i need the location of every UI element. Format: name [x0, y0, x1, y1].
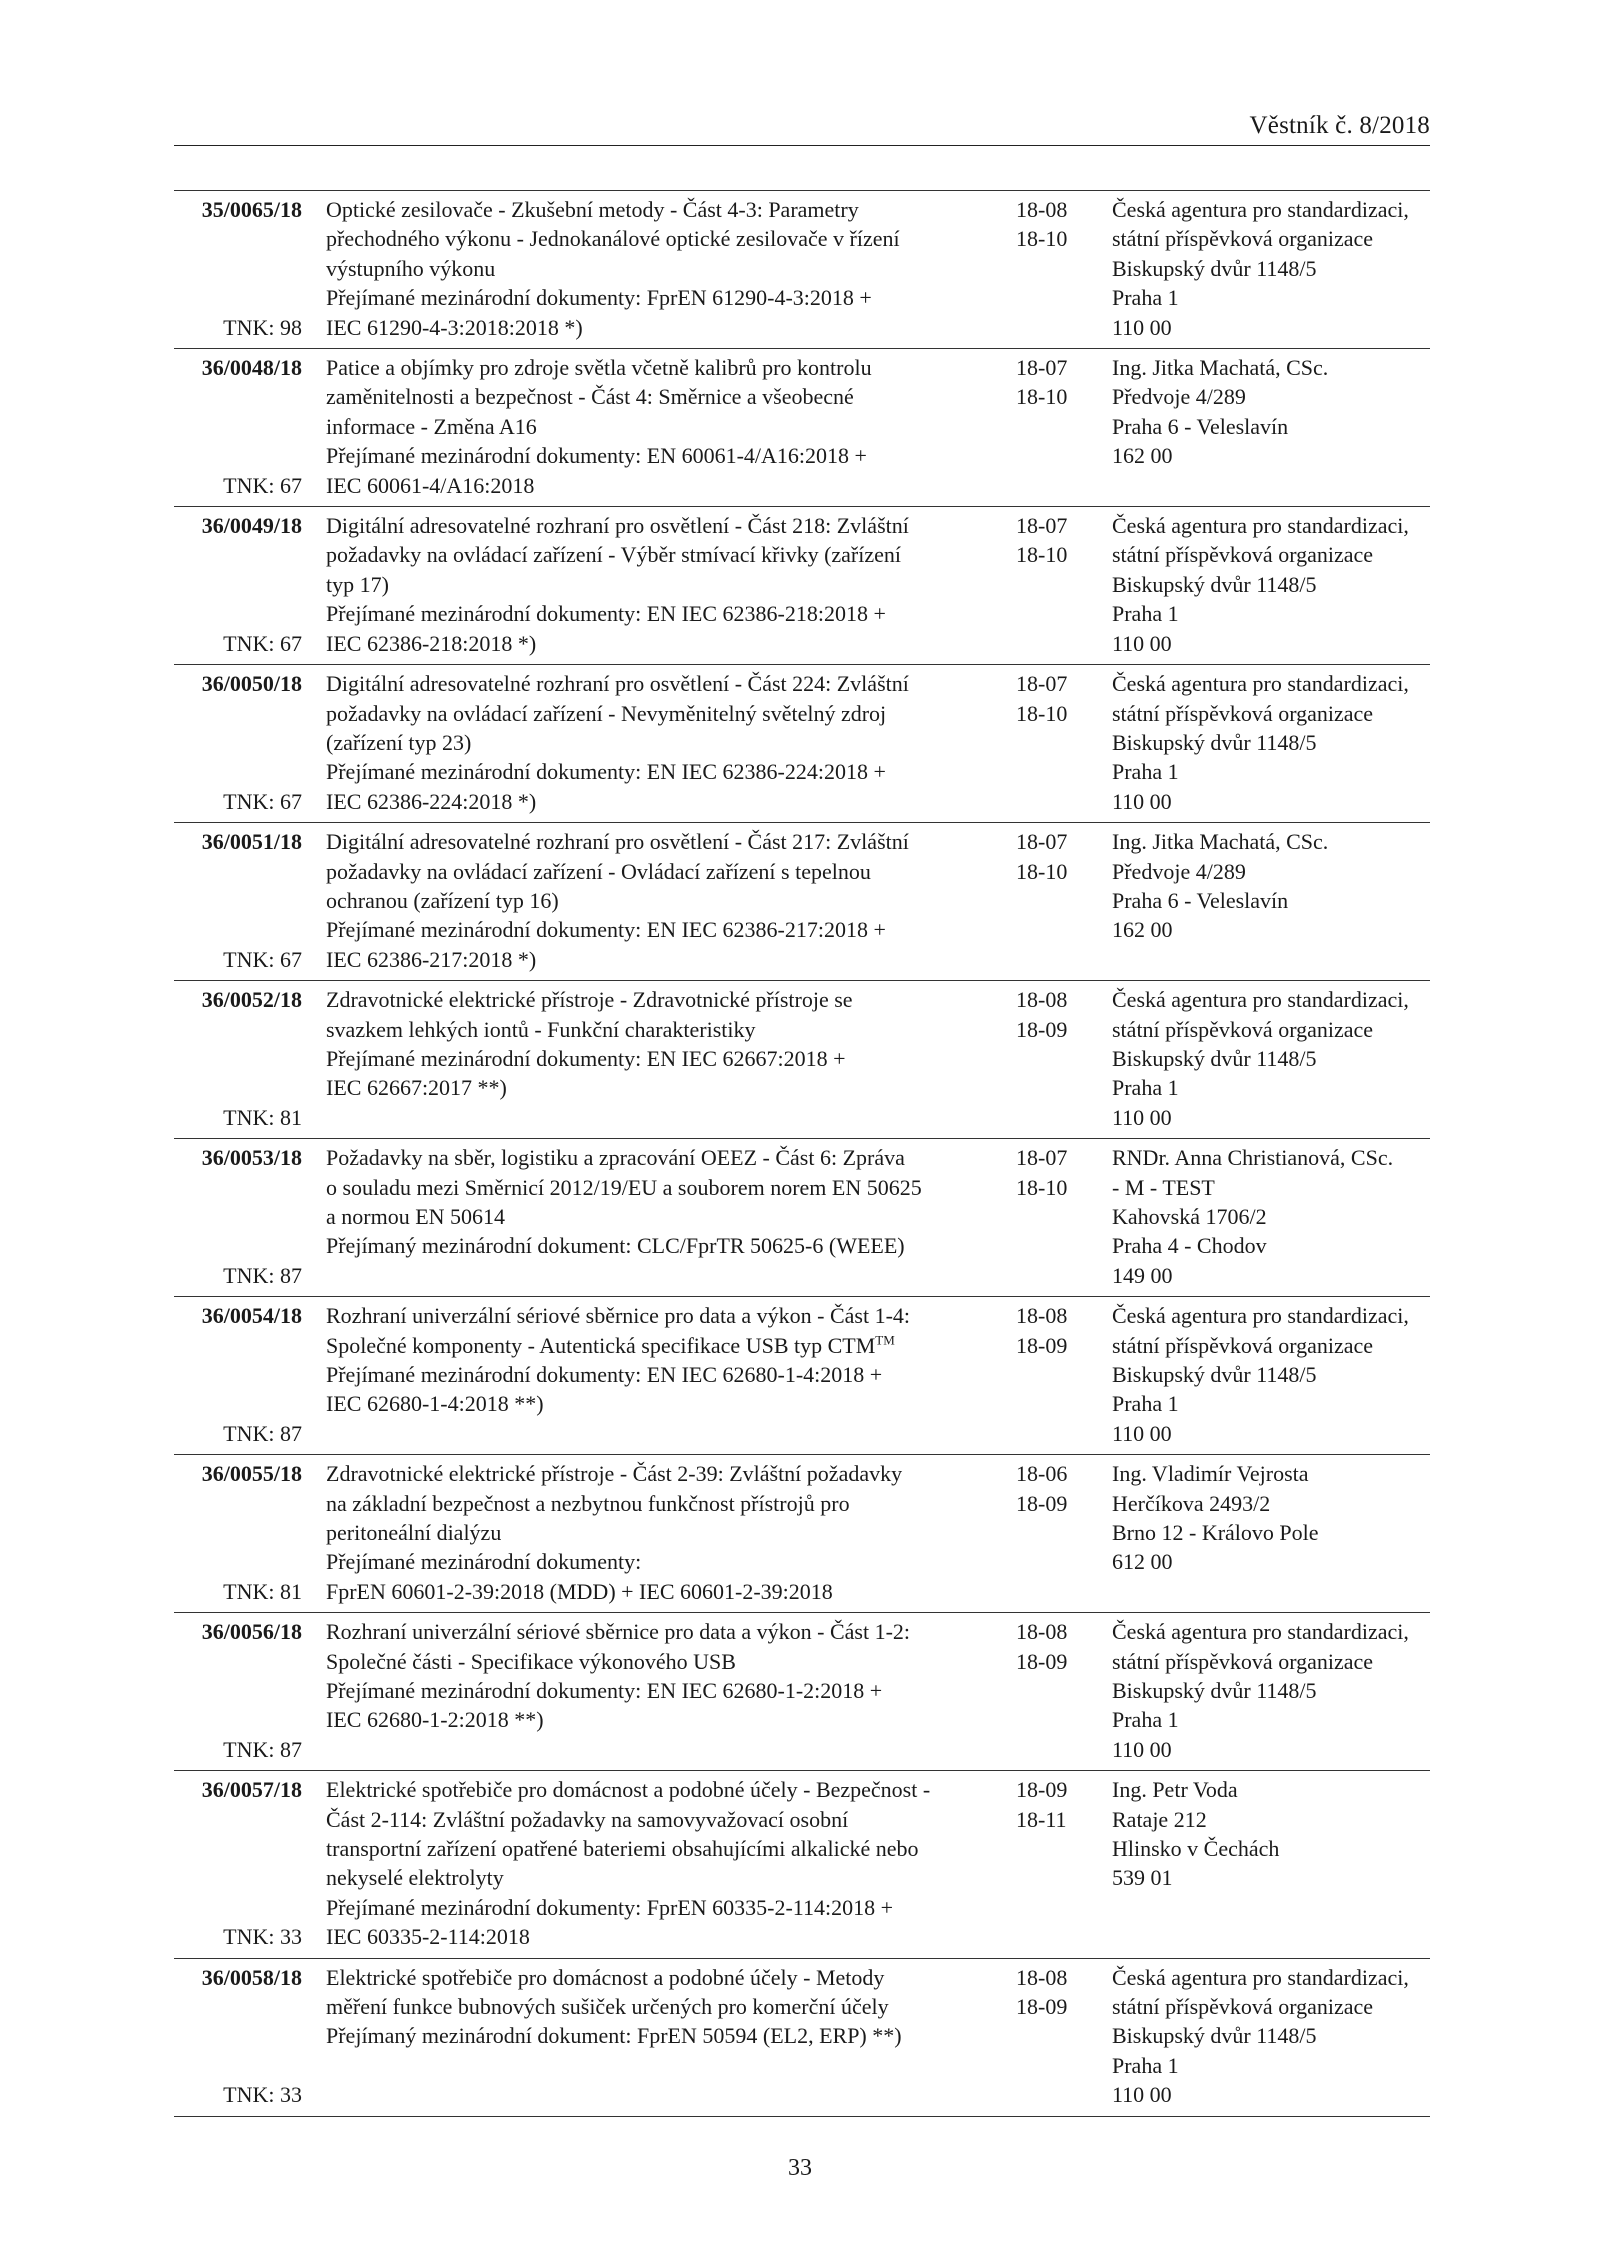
contact-line: - M - TEST — [1112, 1174, 1215, 1200]
date-value: 18-08 — [1016, 1619, 1068, 1645]
description-line — [326, 1992, 992, 2021]
entry-contact — [1112, 1775, 1442, 1893]
contact-line: Biskupský dvůr 1148/5 — [1112, 2023, 1317, 2049]
description-text: Přejímané mezinárodní dokumenty: EN IEC 62680-1-2:2018 + — [326, 1678, 883, 1703]
description-line — [326, 1301, 992, 1330]
contact-line: Česká agentura pro standardizaci, — [1112, 1964, 1409, 1990]
description-text: FprEN 60601-2-39:2018 (MDD) + IEC 60601-2-39:2018 — [326, 1578, 833, 1604]
date-value: 18-07 — [1016, 671, 1068, 697]
entry-identifiers — [174, 511, 302, 658]
description-text: Přejímané mezinárodní dokumenty: EN IEC 62680-1-4:2018 + — [326, 1361, 883, 1387]
tnk-code: TNK: 87 — [223, 1262, 302, 1288]
contact-line: státní příspěvková organizace — [1112, 1648, 1374, 1674]
contact-line: státní příspěvková organizace — [1112, 700, 1374, 726]
description-text: Přejímané mezinárodní dokumenty: EN IEC 62386-224:2018 + — [326, 759, 886, 785]
contact-line: Česká agentura pro standardizaci, — [1112, 1303, 1409, 1329]
entry-identifiers — [174, 1143, 302, 1290]
description-line — [326, 1044, 992, 1073]
date-value: 18-08 — [1016, 1303, 1068, 1329]
entry-dates — [1016, 1301, 1086, 1360]
tnk-code: TNK: 67 — [223, 788, 302, 814]
contact-line: Brno 12 - Královo Pole — [1112, 1519, 1319, 1545]
description-line — [326, 195, 992, 224]
description-text: Přejímaný mezinárodní dokument: CLC/FprTR 50625-6 (WEEE) — [326, 1233, 905, 1259]
description-text: měření funkce bubnových sušiček určených pro komerční účely — [326, 1994, 889, 2020]
entry-description — [326, 1301, 992, 1419]
description-text: přechodného výkonu - Jednokanálové optické zesilovače v řízení — [326, 226, 900, 252]
tnk-code: TNK: 81 — [223, 1578, 302, 1604]
table-row — [174, 823, 1430, 981]
entry-identifiers — [174, 353, 302, 500]
description-line — [326, 1073, 992, 1102]
entry-dates — [1016, 1963, 1086, 2022]
entry-contact — [1112, 985, 1442, 1132]
tnk-code: TNK: 81 — [223, 1104, 302, 1130]
entry-identifiers — [174, 1963, 302, 2110]
contact-line: 162 00 — [1112, 443, 1173, 469]
contact-line: 110 00 — [1112, 1420, 1172, 1446]
description-line — [326, 1143, 992, 1172]
entry-contact — [1112, 669, 1442, 816]
contact-line: Rataje 212 — [1112, 1806, 1207, 1832]
description-line — [326, 254, 992, 283]
standards-table — [174, 190, 1430, 2117]
date-value: 18-10 — [1016, 226, 1068, 252]
description-line — [326, 570, 992, 599]
description-text: Rozhraní univerzální sériové sběrnice pro data a výkon - Část 1-4: — [326, 1303, 911, 1329]
entry-number: 36/0057/18 — [201, 1777, 302, 1803]
description-line — [326, 1489, 992, 1518]
description-line — [326, 629, 992, 658]
description-line — [326, 1834, 992, 1863]
description-text: Rozhraní univerzální sériové sběrnice pro data a výkon - Část 1-2: — [326, 1619, 911, 1645]
contact-line: Česká agentura pro standardizaci, — [1112, 671, 1409, 697]
contact-line: Biskupský dvůr 1148/5 — [1112, 1045, 1317, 1071]
description-line — [326, 886, 992, 915]
description-line — [326, 1173, 992, 1202]
description-line — [326, 1331, 992, 1360]
description-line — [326, 827, 992, 856]
entry-number: 36/0055/18 — [201, 1461, 302, 1487]
description-line — [326, 1922, 992, 1951]
entry-description — [326, 985, 992, 1103]
date-value: 18-08 — [1016, 1964, 1068, 1990]
contact-line: Praha 1 — [1112, 1075, 1179, 1101]
description-text: Přejímané mezinárodní dokumenty: EN 60061-4/A16:2018 + — [326, 443, 867, 469]
description-line — [326, 1676, 992, 1705]
contact-line: Česká agentura pro standardizaci, — [1112, 987, 1409, 1013]
entry-contact — [1112, 195, 1442, 342]
contact-line: 162 00 — [1112, 917, 1173, 943]
contact-line: RNDr. Anna Christianová, CSc. — [1112, 1145, 1394, 1171]
date-value: 18-06 — [1016, 1461, 1068, 1487]
date-value: 18-09 — [1016, 1777, 1068, 1803]
entry-identifiers — [174, 827, 302, 974]
description-text: Elektrické spotřebiče pro domácnost a podobné účely - Metody — [326, 1964, 885, 1990]
contact-line: Praha 6 - Veleslavín — [1112, 887, 1289, 913]
contact-line: Biskupský dvůr 1148/5 — [1112, 1361, 1317, 1387]
description-text: požadavky na ovládací zařízení - Výběr stmívací křivky (zařízení — [326, 542, 902, 568]
contact-line: 110 00 — [1112, 788, 1172, 814]
description-text: ochranou (zařízení typ 16) — [326, 887, 559, 913]
contact-line: Praha 1 — [1112, 285, 1179, 311]
contact-line: 110 00 — [1112, 2082, 1172, 2108]
date-value: 18-09 — [1016, 1490, 1068, 1516]
contact-line: 149 00 — [1112, 1262, 1173, 1288]
description-text: Společné části - Specifikace výkonového USB — [326, 1648, 736, 1674]
description-text: zaměnitelnosti a bezpečnost - Část 4: Směrnice a všeobecné — [326, 384, 854, 410]
header-rule — [174, 145, 1430, 146]
entry-number: 36/0054/18 — [201, 1303, 302, 1329]
tnk-code: TNK: 67 — [223, 630, 302, 656]
description-line — [326, 1647, 992, 1676]
description-line — [326, 540, 992, 569]
description-text: o souladu mezi Směrnicí 2012/19/EU a souborem norem EN 50625 — [326, 1174, 922, 1200]
contact-line: Biskupský dvůr 1148/5 — [1112, 1678, 1317, 1703]
entry-contact — [1112, 1459, 1442, 1577]
entry-identifiers — [174, 1775, 302, 1951]
date-value: 18-07 — [1016, 513, 1068, 539]
description-text: Přejímané mezinárodní dokumenty: EN IEC 62667:2018 + — [326, 1045, 846, 1071]
date-value: 18-10 — [1016, 542, 1068, 568]
table-row — [174, 1297, 1430, 1455]
description-text: svazkem lehkých iontů - Funkční charakteristiky — [326, 1016, 756, 1042]
date-value: 18-07 — [1016, 829, 1068, 855]
entry-description — [326, 669, 992, 816]
table-row — [174, 349, 1430, 507]
description-line — [326, 1389, 992, 1418]
entry-dates — [1016, 1143, 1086, 1202]
entry-dates — [1016, 827, 1086, 886]
description-text: Přejímané mezinárodní dokumenty: EN IEC 62386-217:2018 + — [326, 917, 886, 943]
tnk-code: TNK: 33 — [223, 2082, 302, 2108]
entry-contact — [1112, 1301, 1442, 1448]
description-line — [326, 1963, 992, 1992]
contact-line: Biskupský dvůr 1148/5 — [1112, 255, 1317, 281]
contact-line: Česká agentura pro standardizaci, — [1112, 513, 1409, 539]
tnk-code: TNK: 87 — [223, 1736, 302, 1762]
contact-line: Praha 4 - Chodov — [1112, 1233, 1267, 1259]
contact-line: Ing. Jitka Machatá, CSc. — [1112, 355, 1329, 381]
entry-description — [326, 1459, 992, 1606]
description-text: IEC 60335-2-114:2018 — [326, 1924, 530, 1950]
date-value: 18-10 — [1016, 700, 1068, 726]
description-text: a normou EN 50614 — [326, 1203, 506, 1229]
contact-line: Kahovská 1706/2 — [1112, 1203, 1267, 1229]
entry-number: 36/0048/18 — [201, 355, 302, 381]
description-text: Přejímané mezinárodní dokumenty: — [326, 1549, 642, 1575]
description-line — [326, 1360, 992, 1389]
description-text: Přejímané mezinárodní dokumenty: EN IEC 62386-218:2018 + — [326, 601, 886, 627]
entry-description — [326, 1617, 992, 1735]
description-text: peritoneální dialýzu — [326, 1519, 502, 1545]
entry-identifiers — [174, 1459, 302, 1606]
entry-contact — [1112, 827, 1442, 945]
entry-number: 35/0065/18 — [201, 197, 302, 222]
contact-line: 110 00 — [1112, 1736, 1172, 1762]
tnk-code: TNK: 87 — [223, 1420, 302, 1446]
description-text: IEC 61290-4-3:2018:2018 *) — [326, 314, 583, 340]
description-text: Digitální adresovatelné rozhraní pro osvětlení - Část 217: Zvláštní — [326, 829, 909, 855]
description-line — [326, 757, 992, 786]
entry-contact — [1112, 1963, 1442, 2110]
contact-line: státní příspěvková organizace — [1112, 1994, 1374, 2020]
description-text: Zdravotnické elektrické přístroje - Část 2-39: Zvláštní požadavky — [326, 1461, 903, 1487]
description-text: Digitální adresovatelné rozhraní pro osvětlení - Část 224: Zvláštní — [326, 671, 909, 697]
contact-line: Hlinsko v Čechách — [1112, 1836, 1280, 1861]
description-line — [326, 1705, 992, 1734]
description-line — [326, 353, 992, 382]
description-text: (zařízení typ 23) — [326, 729, 472, 755]
description-text: IEC 62386-217:2018 *) — [326, 946, 537, 972]
description-text: Optické zesilovače - Zkušební metody - Část 4-3: Parametry — [326, 197, 859, 222]
description-line — [326, 1577, 992, 1606]
description-line — [326, 1518, 992, 1547]
description-line — [326, 915, 992, 944]
entry-contact — [1112, 353, 1442, 471]
contact-line: Praha 1 — [1112, 1707, 1179, 1733]
contact-line: Předvoje 4/289 — [1112, 858, 1246, 884]
contact-line: 110 00 — [1112, 630, 1172, 656]
description-text: Přejímaný mezinárodní dokument: FprEN 50594 (EL2, ERP) **) — [326, 2023, 902, 2049]
entry-dates — [1016, 511, 1086, 570]
entry-identifiers — [174, 985, 302, 1132]
table-row — [174, 507, 1430, 665]
entry-description — [326, 511, 992, 658]
description-line — [326, 382, 992, 411]
description-line — [326, 1459, 992, 1488]
description-line — [326, 313, 992, 342]
description-line — [326, 511, 992, 540]
description-text: IEC 62386-224:2018 *) — [326, 788, 537, 814]
entry-number: 36/0051/18 — [201, 829, 302, 855]
description-line — [326, 1617, 992, 1646]
description-text: IEC 62667:2017 **) — [326, 1075, 507, 1101]
description-text: Zdravotnické elektrické přístroje - Zdravotnické přístroje se — [326, 987, 853, 1013]
entry-number: 36/0056/18 — [201, 1619, 302, 1645]
contact-line: Předvoje 4/289 — [1112, 384, 1246, 410]
description-line — [326, 224, 992, 253]
table-row — [174, 191, 1430, 349]
trademark-symbol: TM — [875, 1332, 895, 1348]
date-value: 18-10 — [1016, 1174, 1068, 1200]
description-line — [326, 283, 992, 312]
description-line — [326, 1202, 992, 1231]
description-line — [326, 412, 992, 441]
description-text: Přejímané mezinárodní dokumenty: FprEN 61290-4-3:2018 + — [326, 285, 872, 311]
contact-line: 539 01 — [1112, 1865, 1173, 1891]
contact-line: Praha 1 — [1112, 759, 1179, 785]
date-value: 18-09 — [1016, 1016, 1068, 1042]
entry-description — [326, 353, 992, 500]
contact-line: 110 00 — [1112, 1104, 1172, 1130]
entry-dates — [1016, 353, 1086, 412]
description-text: výstupního výkonu — [326, 255, 496, 281]
entry-dates — [1016, 1775, 1086, 1834]
tnk-code: TNK: 67 — [223, 946, 302, 972]
description-line — [326, 1893, 992, 1922]
description-text: Část 2-114: Zvláštní požadavky na samovyvažovací osobní — [326, 1806, 849, 1832]
entry-description — [326, 1775, 992, 1951]
contact-line: Praha 6 - Veleslavín — [1112, 413, 1289, 439]
table-row — [174, 1139, 1430, 1297]
entry-dates — [1016, 985, 1086, 1044]
description-text: IEC 60061-4/A16:2018 — [326, 472, 535, 498]
description-line — [326, 1231, 992, 1260]
date-value: 18-11 — [1016, 1806, 1067, 1832]
description-text: na základní bezpečnost a nezbytnou funkčnost přístrojů pro — [326, 1490, 850, 1516]
entry-identifiers — [174, 1617, 302, 1764]
description-line — [326, 599, 992, 628]
description-line — [326, 945, 992, 974]
entry-contact — [1112, 511, 1442, 658]
description-line — [326, 857, 992, 886]
entry-dates — [1016, 669, 1086, 728]
date-value: 18-09 — [1016, 1332, 1068, 1358]
entry-dates — [1016, 1617, 1086, 1676]
description-line — [326, 441, 992, 470]
description-text: Přejímané mezinárodní dokumenty: FprEN 60335-2-114:2018 + — [326, 1894, 893, 1920]
table-row — [174, 1613, 1430, 1771]
description-line — [326, 1863, 992, 1892]
table-row — [174, 1959, 1430, 2117]
description-text: Digitální adresovatelné rozhraní pro osvětlení - Část 218: Zvláštní — [326, 513, 909, 539]
entry-dates — [1016, 195, 1086, 254]
entry-dates — [1016, 1459, 1086, 1518]
description-text: Elektrické spotřebiče pro domácnost a podobné účely - Bezpečnost - — [326, 1777, 931, 1803]
entry-identifiers — [174, 195, 302, 342]
description-text: nekyselé elektrolyty — [326, 1865, 504, 1891]
entry-contact — [1112, 1143, 1442, 1290]
contact-line: Ing. Jitka Machatá, CSc. — [1112, 829, 1329, 855]
contact-line: Česká agentura pro standardizaci, — [1112, 1619, 1409, 1645]
contact-line: 110 00 — [1112, 314, 1172, 340]
description-line — [326, 728, 992, 757]
description-line — [326, 1547, 992, 1576]
date-value: 18-09 — [1016, 1994, 1068, 2020]
date-value: 18-07 — [1016, 355, 1068, 381]
description-text: IEC 62386-218:2018 *) — [326, 630, 537, 656]
contact-line: Ing. Vladimír Vejrosta — [1112, 1461, 1309, 1487]
table-row — [174, 981, 1430, 1139]
tnk-code: TNK: 33 — [223, 1924, 302, 1950]
contact-line: Praha 1 — [1112, 2052, 1179, 2078]
table-row — [174, 1455, 1430, 1613]
date-value: 18-10 — [1016, 858, 1068, 884]
contact-line: Praha 1 — [1112, 601, 1179, 627]
description-text: informace - Změna A16 — [326, 413, 537, 439]
table-row — [174, 665, 1430, 823]
contact-line: Herčíkova 2493/2 — [1112, 1490, 1271, 1516]
description-line — [326, 1805, 992, 1834]
date-value: 18-08 — [1016, 987, 1068, 1013]
page-number: 33 — [788, 2155, 812, 2181]
entry-number: 36/0050/18 — [201, 671, 302, 697]
entry-identifiers — [174, 1301, 302, 1448]
table-row — [174, 1771, 1430, 1958]
contact-line: státní příspěvková organizace — [1112, 542, 1374, 568]
contact-line: státní příspěvková organizace — [1112, 1332, 1374, 1358]
date-value: 18-09 — [1016, 1648, 1068, 1674]
description-text: Požadavky na sběr, logistiku a zpracování OEEZ - Část 6: Zpráva — [326, 1145, 905, 1171]
description-line — [326, 985, 992, 1014]
entry-description — [326, 195, 992, 342]
description-line — [326, 1015, 992, 1044]
description-text: požadavky na ovládací zařízení - Nevyměnitelný světelný zdroj — [326, 700, 887, 726]
contact-line: státní příspěvková organizace — [1112, 1016, 1374, 1042]
tnk-code: TNK: 98 — [223, 314, 302, 340]
tnk-code: TNK: 67 — [223, 472, 302, 498]
entry-description — [326, 1143, 992, 1261]
description-line — [326, 787, 992, 816]
contact-line: Biskupský dvůr 1148/5 — [1112, 571, 1317, 597]
entry-identifiers — [174, 669, 302, 816]
entry-number: 36/0058/18 — [201, 1964, 302, 1990]
entry-number: 36/0049/18 — [201, 513, 302, 539]
entry-contact — [1112, 1617, 1442, 1764]
description-line — [326, 1775, 992, 1804]
description-text: požadavky na ovládací zařízení - Ovládací zařízení s tepelnou — [326, 858, 871, 884]
description-line — [326, 699, 992, 728]
date-value: 18-07 — [1016, 1145, 1068, 1171]
description-text: Společné komponenty - Autentická specifikace USB typ CTM — [326, 1332, 876, 1358]
entry-number: 36/0053/18 — [201, 1145, 302, 1171]
contact-line: Česká agentura pro standardizaci, — [1112, 197, 1409, 222]
date-value: 18-10 — [1016, 384, 1068, 410]
description-line — [326, 2021, 992, 2050]
contact-line: státní příspěvková organizace — [1112, 226, 1374, 252]
description-line — [326, 669, 992, 698]
description-text: Patice a objímky pro zdroje světla včetně kalibrů pro kontrolu — [326, 355, 872, 381]
journal-title: Věstník č. 8/2018 — [1249, 112, 1430, 139]
description-line — [326, 471, 992, 500]
contact-line: Praha 1 — [1112, 1391, 1179, 1417]
entry-description — [326, 827, 992, 974]
description-text: typ 17) — [326, 571, 389, 597]
description-text: IEC 62680-1-2:2018 **) — [326, 1707, 544, 1733]
date-value: 18-08 — [1016, 197, 1068, 222]
contact-line: 612 00 — [1112, 1549, 1173, 1575]
description-text: transportní zařízení opatřené bateriemi obsahujícími alkalické nebo — [326, 1836, 919, 1861]
entry-description — [326, 1963, 992, 2051]
description-text: IEC 62680-1-4:2018 **) — [326, 1391, 544, 1417]
entry-number: 36/0052/18 — [201, 987, 302, 1013]
contact-line: Ing. Petr Voda — [1112, 1777, 1238, 1803]
contact-line: Biskupský dvůr 1148/5 — [1112, 729, 1317, 755]
